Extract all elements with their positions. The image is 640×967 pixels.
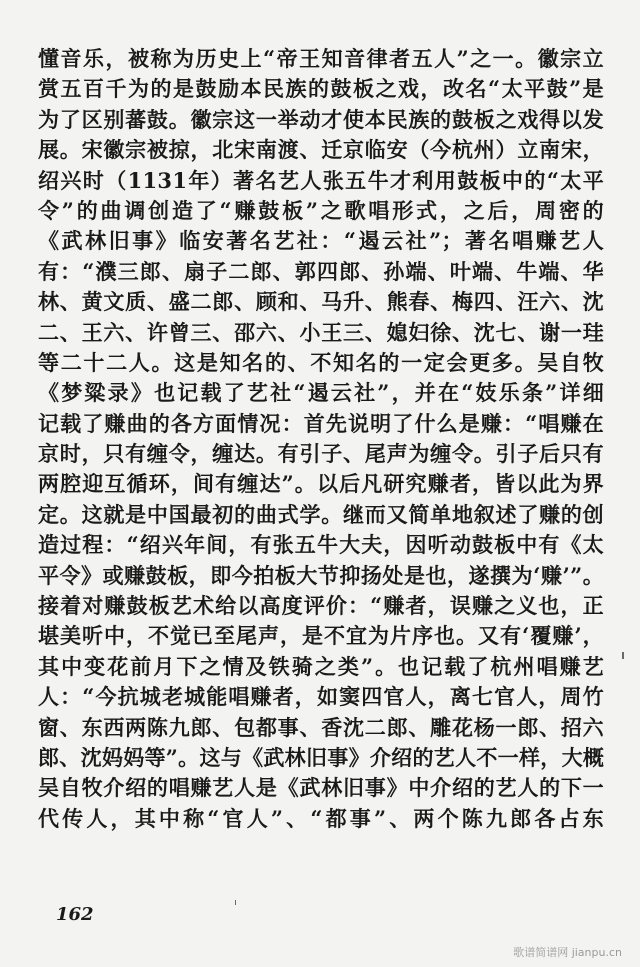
text-line: 林、黄文质、盛二郎、顾和、马升、熊春、梅四、汪六、沈 — [38, 289, 604, 315]
text-line: 《武林旧事》临安著名艺社：“遏云社”；著名唱赚艺人 — [38, 228, 604, 254]
text-line: 代传人，其中称“官人”、“都事”、两个陈九郎各占东 — [38, 805, 604, 831]
text-line: 赏五百千为的是鼓励本民族的鼓板之戏，改名“太平鼓”是 — [38, 76, 604, 102]
text-line: 令”的曲调创造了“赚鼓板”之歌唱形式，之后，周密的 — [38, 197, 604, 223]
body-text — [38, 44, 604, 834]
text-line: 二、王六、许曾三、邵六、小王三、媳妇徐、沈七、谢一珪 — [38, 319, 604, 345]
text-line: 吴自牧介绍的唱赚艺人是《武林旧事》中介绍的艺人的下一 — [38, 775, 604, 801]
text-line: 郎、沈妈妈等”。这与《武林旧事》介绍的艺人不一样，大概 — [38, 744, 604, 770]
scan-speck — [235, 900, 236, 905]
text-line: 接着对赚鼓板艺术给以高度评价：“赚者，误赚之义也，正 — [38, 593, 604, 619]
watermark: 歌谱简谱网 jianpu.cn — [513, 946, 622, 959]
text-line: 平令》或赚鼓板，即今拍板大节抑扬处是也，遂撰为‘赚’”。 — [38, 562, 604, 588]
text-line: 等二十二人。这是知名的、不知名的一定会更多。吴自牧 — [38, 349, 604, 375]
text-line: 懂音乐，被称为历史上“帝王知音律者五人”之一。徽宗立 — [38, 46, 604, 71]
page-number: 162 — [56, 904, 94, 925]
text-line: 绍兴时（1131年）著名艺人张五牛才利用鼓板中的“太平 — [38, 167, 604, 193]
text-line: 窗、东西两陈九郎、包都事、香沈二郎、雕花杨一郎、招六 — [38, 714, 604, 740]
text-line: 人：“今抗城老城能唱赚者，如窦四官人，离七官人，周竹 — [38, 684, 604, 710]
text-line: 《梦粱录》也记载了艺社“遏云社”，并在“妓乐条”详细 — [38, 380, 604, 406]
text-line: 为了区别蕃鼓。徽宗这一举动才使本民族的鼓板之戏得以发 — [38, 106, 604, 132]
text-line: 记载了赚曲的各方面情况：首先说明了什么是赚：“唱赚在 — [38, 410, 604, 436]
text-line: 造过程：“绍兴年间，有张五牛大夫，因听动鼓板中有《太 — [38, 532, 604, 558]
text-line: 其中变花前月下之情及铁骑之类”。也记载了杭州唱赚艺 — [38, 653, 604, 679]
text-line: 堪美听中，不觉已至尾声，是不宜为片序也。又有‘覆赚’， — [38, 623, 604, 649]
text-line: 展。宋徽宗被掠，北宋南渡、迁京临安（今杭州）立南宋， — [38, 137, 604, 163]
text-line: 有：“濮三郎、扇子二郎、郭四郎、孙端、叶端、牛端、华 — [38, 258, 604, 284]
text-line: 定。这就是中国最初的曲式学。继而又简单地叙述了赚的创 — [38, 501, 604, 527]
text-line: 两腔迎互循环，间有缠达”。以后凡研究赚者，皆以此为界 — [38, 471, 604, 497]
text-line: 京时，只有缠令，缠达。有引子、尾声为缠令。引子后只有 — [38, 441, 604, 467]
scan-speck — [622, 652, 624, 659]
